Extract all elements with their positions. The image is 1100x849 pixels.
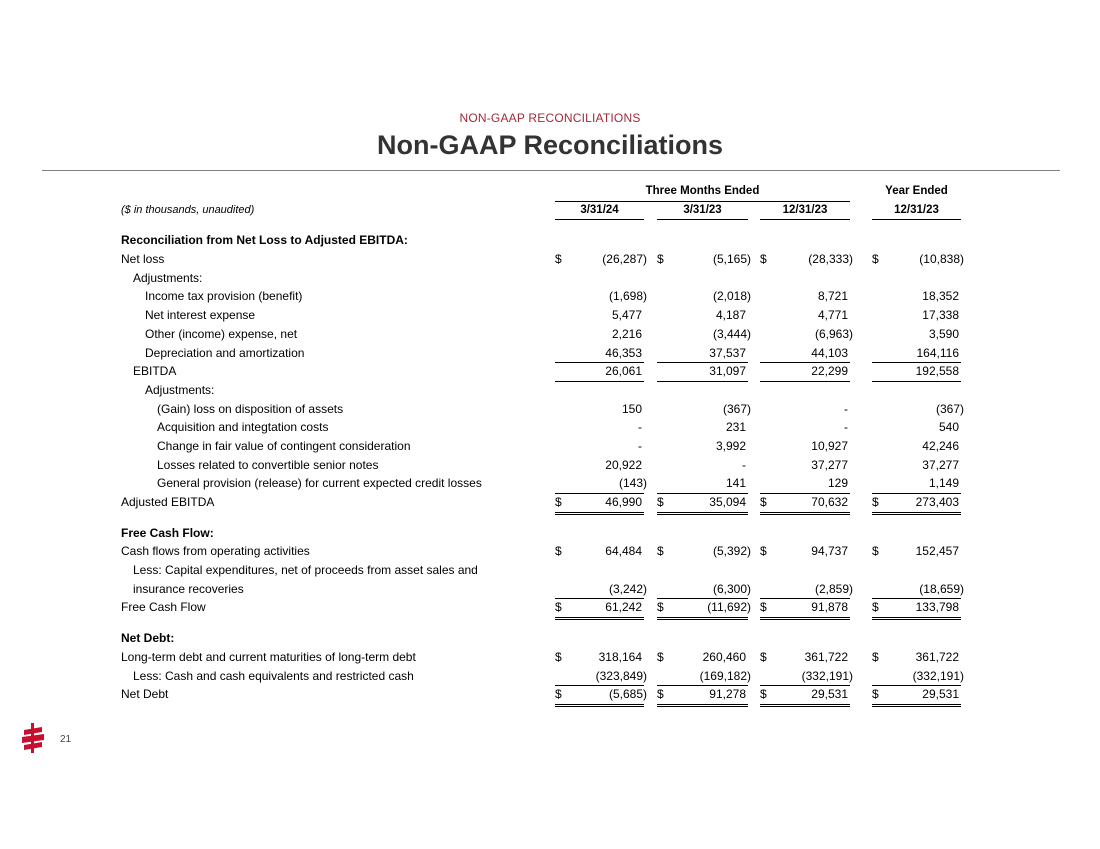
table-row bbox=[121, 561, 961, 580]
value-cell bbox=[872, 667, 964, 687]
table-row bbox=[121, 231, 961, 250]
table-row bbox=[121, 362, 961, 381]
value-number: (3,242) bbox=[608, 581, 647, 596]
value-number: 35,094 bbox=[709, 495, 746, 509]
row-label: EBITDA bbox=[133, 364, 177, 379]
value-number: 231 bbox=[725, 420, 746, 435]
table-row bbox=[121, 685, 961, 704]
value-cell bbox=[555, 362, 644, 382]
table-row bbox=[121, 344, 961, 363]
value-cell bbox=[555, 648, 644, 667]
value-cell bbox=[657, 362, 748, 382]
value-cell bbox=[555, 542, 644, 561]
currency-symbol: $ bbox=[657, 252, 664, 267]
row-label: Adjustments: bbox=[133, 270, 203, 285]
currency-symbol: $ bbox=[760, 600, 767, 615]
value-number: 192,558 bbox=[915, 364, 959, 379]
value-number: (3,444) bbox=[712, 326, 751, 341]
value-cell bbox=[760, 400, 850, 419]
value-cell bbox=[872, 474, 961, 494]
section-spacer bbox=[121, 512, 961, 524]
value-number: (6,300) bbox=[712, 581, 751, 596]
value-cell bbox=[760, 542, 850, 561]
value-number: 361,722 bbox=[915, 649, 959, 664]
value-number: 141 bbox=[725, 476, 746, 491]
value-number: 42,246 bbox=[922, 438, 959, 453]
row-label: Adjusted EBITDA bbox=[121, 495, 215, 509]
page-number: 21 bbox=[60, 734, 72, 745]
value-number: 46,353 bbox=[605, 345, 642, 360]
value-number: (2,859) bbox=[814, 581, 853, 596]
value-number: 4,187 bbox=[715, 308, 746, 323]
value-cell bbox=[872, 362, 961, 382]
value-number: (5,685) bbox=[608, 687, 647, 702]
table-row bbox=[121, 474, 961, 493]
value-number: 540 bbox=[938, 420, 959, 435]
value-cell bbox=[657, 344, 748, 364]
currency-symbol: $ bbox=[760, 544, 767, 559]
value-cell bbox=[872, 685, 961, 707]
table-row bbox=[121, 456, 961, 475]
value-number: (332,191) bbox=[801, 668, 853, 683]
value-cell bbox=[657, 287, 751, 306]
column-group-header-row bbox=[121, 182, 961, 201]
currency-symbol: $ bbox=[872, 252, 879, 267]
row-label: Other (income) expense, net bbox=[145, 326, 298, 341]
value-number: 37,277 bbox=[811, 457, 848, 472]
value-number: 37,277 bbox=[922, 457, 959, 472]
value-number: - bbox=[844, 401, 848, 416]
value-number: 22,299 bbox=[811, 364, 848, 379]
value-cell bbox=[657, 456, 748, 475]
value-cell bbox=[657, 542, 751, 561]
value-cell bbox=[760, 287, 850, 306]
value-cell bbox=[760, 667, 853, 687]
value-number: (332,191) bbox=[912, 668, 964, 683]
value-number: (11,692) bbox=[707, 600, 751, 615]
value-cell bbox=[760, 250, 853, 269]
value-number: 17,338 bbox=[922, 308, 959, 323]
row-label: Free Cash Flow bbox=[121, 600, 206, 615]
value-number: 133,798 bbox=[915, 600, 959, 615]
value-cell bbox=[760, 325, 853, 344]
value-number: 8,721 bbox=[817, 289, 848, 304]
row-label: Net loss bbox=[121, 252, 165, 267]
value-number: 37,537 bbox=[709, 345, 746, 360]
table-row bbox=[121, 287, 961, 306]
row-label: Acquisition and integtation costs bbox=[157, 420, 329, 435]
row-label: General provision (release) for current expected credit losses bbox=[157, 476, 482, 491]
value-number: (323,849) bbox=[595, 668, 647, 683]
value-number: - bbox=[638, 420, 642, 435]
value-number: 29,531 bbox=[811, 687, 848, 702]
value-cell bbox=[555, 456, 644, 475]
currency-symbol: $ bbox=[555, 252, 562, 267]
currency-symbol: $ bbox=[555, 649, 562, 664]
value-number: 20,922 bbox=[605, 457, 642, 472]
table-row bbox=[121, 648, 961, 667]
value-number: 46,990 bbox=[605, 495, 642, 509]
value-cell bbox=[657, 306, 748, 325]
currency-symbol: $ bbox=[872, 544, 879, 559]
column-header-row bbox=[121, 201, 961, 220]
row-label: Net Debt bbox=[121, 687, 169, 702]
value-cell bbox=[555, 418, 644, 437]
table-row bbox=[121, 580, 964, 599]
reconciliation-table bbox=[121, 182, 964, 704]
value-number: 3,992 bbox=[715, 438, 746, 453]
value-cell bbox=[872, 418, 961, 437]
table-row bbox=[121, 667, 964, 686]
value-cell bbox=[760, 685, 850, 707]
value-cell bbox=[657, 474, 748, 494]
table-row bbox=[121, 493, 961, 512]
section-kicker: NON-GAAP RECONCILIATIONS bbox=[459, 111, 641, 125]
value-cell bbox=[555, 580, 647, 600]
value-number: 64,484 bbox=[605, 544, 642, 559]
value-number: (169,182) bbox=[699, 668, 751, 683]
value-number: (10,838) bbox=[919, 252, 964, 267]
value-number: - bbox=[638, 438, 642, 453]
value-cell bbox=[555, 306, 644, 325]
value-cell bbox=[872, 250, 964, 269]
value-number: 152,457 bbox=[915, 544, 959, 559]
value-cell bbox=[872, 437, 961, 456]
value-cell bbox=[555, 250, 647, 269]
title-divider bbox=[42, 170, 1060, 171]
value-number: (26,287) bbox=[602, 252, 647, 267]
col-header-year-12-31-23: 12/31/23 bbox=[872, 201, 961, 221]
col-header-12-31-23: 12/31/23 bbox=[760, 201, 850, 221]
currency-symbol: $ bbox=[657, 600, 664, 615]
value-cell bbox=[555, 474, 647, 494]
table-row bbox=[121, 629, 961, 648]
value-cell bbox=[555, 344, 644, 364]
table-body bbox=[121, 231, 964, 704]
value-cell bbox=[760, 344, 850, 364]
value-number: 18,352 bbox=[922, 289, 959, 304]
value-cell bbox=[657, 437, 748, 456]
year-ended-header: Year Ended bbox=[885, 185, 948, 197]
value-number: (2,018) bbox=[712, 289, 751, 304]
value-cell bbox=[760, 456, 850, 475]
value-number: 5,477 bbox=[611, 308, 642, 323]
value-number: 26,061 bbox=[605, 364, 642, 379]
value-number: 70,632 bbox=[811, 495, 848, 509]
row-label: insurance recoveries bbox=[133, 581, 244, 596]
spacer bbox=[121, 219, 961, 231]
table-row bbox=[121, 437, 961, 456]
table-row bbox=[121, 325, 961, 344]
value-cell bbox=[872, 580, 964, 600]
currency-symbol: $ bbox=[657, 495, 664, 509]
value-number: 4,771 bbox=[817, 308, 848, 323]
value-cell bbox=[657, 580, 751, 600]
row-label: Depreciation and amortization bbox=[145, 345, 305, 360]
row-label: Long-term debt and current maturities of long-term debt bbox=[121, 649, 416, 664]
value-number: 129 bbox=[827, 476, 848, 491]
currency-symbol: $ bbox=[657, 649, 664, 664]
currency-symbol: $ bbox=[760, 495, 767, 509]
value-cell bbox=[555, 685, 647, 707]
company-logo-icon bbox=[18, 722, 48, 754]
value-number: - bbox=[844, 420, 848, 435]
value-number: 29,531 bbox=[922, 687, 959, 702]
table-row bbox=[121, 598, 961, 617]
value-cell bbox=[760, 648, 850, 667]
value-number: 1,149 bbox=[928, 476, 959, 491]
table-row bbox=[121, 250, 964, 269]
currency-symbol: $ bbox=[760, 649, 767, 664]
value-number: 150 bbox=[621, 401, 642, 416]
currency-symbol: $ bbox=[760, 687, 767, 702]
value-cell bbox=[872, 456, 961, 475]
currency-symbol: $ bbox=[760, 252, 767, 267]
value-cell bbox=[555, 667, 647, 687]
value-number: 260,460 bbox=[702, 649, 746, 664]
three-months-ended-header: Three Months Ended bbox=[555, 182, 850, 202]
value-cell bbox=[657, 667, 751, 687]
value-number: 91,878 bbox=[811, 600, 848, 615]
row-label: (Gain) loss on disposition of assets bbox=[157, 401, 344, 416]
currency-symbol: $ bbox=[872, 600, 879, 615]
currency-symbol: $ bbox=[555, 687, 562, 702]
value-number: (5,392) bbox=[712, 544, 751, 559]
currency-symbol: $ bbox=[872, 687, 879, 702]
value-cell bbox=[760, 474, 850, 494]
value-number: 2,216 bbox=[611, 326, 642, 341]
page-title: Non-GAAP Reconciliations bbox=[376, 130, 724, 160]
value-number: (5,165) bbox=[712, 252, 751, 267]
value-cell bbox=[657, 648, 748, 667]
value-cell bbox=[872, 648, 961, 667]
value-number: 91,278 bbox=[709, 687, 746, 702]
value-cell bbox=[872, 344, 961, 364]
table-row bbox=[121, 542, 961, 561]
row-label: Change in fair value of contingent consideration bbox=[157, 438, 411, 453]
value-number: 318,164 bbox=[598, 649, 642, 664]
table-row bbox=[121, 381, 961, 400]
value-number: 273,403 bbox=[915, 495, 959, 509]
value-cell bbox=[872, 542, 961, 561]
currency-symbol: $ bbox=[657, 687, 664, 702]
value-cell bbox=[872, 325, 961, 344]
value-number: - bbox=[742, 457, 746, 472]
value-cell bbox=[555, 325, 644, 344]
row-label: Income tax provision (benefit) bbox=[145, 289, 303, 304]
row-label: Net interest expense bbox=[145, 308, 256, 323]
value-cell bbox=[872, 400, 964, 419]
units-note: ($ in thousands, unaudited) bbox=[121, 203, 255, 216]
table-row bbox=[121, 269, 961, 288]
section-heading: Net Debt: bbox=[121, 631, 175, 646]
value-number: (18,659) bbox=[919, 581, 964, 596]
table-row bbox=[121, 306, 961, 325]
value-number: 361,722 bbox=[804, 649, 848, 664]
value-number: (1,698) bbox=[608, 289, 647, 304]
row-label: Adjustments: bbox=[145, 382, 215, 397]
value-cell bbox=[760, 580, 853, 600]
value-cell bbox=[555, 287, 647, 306]
value-cell bbox=[872, 306, 961, 325]
table-row bbox=[121, 400, 964, 419]
value-number: 31,097 bbox=[709, 364, 746, 379]
value-number: 10,927 bbox=[811, 438, 848, 453]
currency-symbol: $ bbox=[872, 495, 879, 509]
value-number: (28,333) bbox=[808, 252, 853, 267]
table-row bbox=[121, 524, 961, 543]
value-cell bbox=[760, 418, 850, 437]
value-number: 164,116 bbox=[916, 345, 959, 360]
value-cell bbox=[555, 400, 644, 419]
value-number: (367) bbox=[935, 401, 964, 416]
currency-symbol: $ bbox=[872, 649, 879, 664]
currency-symbol: $ bbox=[657, 544, 664, 559]
section-heading: Free Cash Flow: bbox=[121, 525, 214, 540]
value-cell bbox=[760, 437, 850, 456]
table-row bbox=[121, 418, 961, 437]
value-number: 44,103 bbox=[811, 345, 848, 360]
currency-symbol: $ bbox=[555, 544, 562, 559]
value-cell bbox=[657, 418, 748, 437]
row-label: Losses related to convertible senior notes bbox=[157, 457, 379, 472]
row-label: Less: Capital expenditures, net of proceeds from asset sales and bbox=[133, 563, 478, 578]
currency-symbol: $ bbox=[555, 495, 562, 509]
value-number: (6,963) bbox=[814, 326, 853, 341]
value-cell bbox=[760, 362, 850, 382]
value-cell bbox=[657, 250, 751, 269]
col-header-3-31-24: 3/31/24 bbox=[555, 201, 644, 221]
value-cell bbox=[657, 685, 748, 707]
value-number: 3,590 bbox=[928, 326, 959, 341]
section-heading: Reconciliation from Net Loss to Adjusted EBITDA: bbox=[121, 233, 408, 248]
value-cell bbox=[657, 325, 751, 344]
value-cell bbox=[760, 306, 850, 325]
value-cell bbox=[872, 287, 961, 306]
row-label: Cash flows from operating activities bbox=[121, 544, 310, 559]
value-number: (367) bbox=[722, 401, 751, 416]
section-spacer bbox=[121, 617, 961, 629]
currency-symbol: $ bbox=[555, 600, 562, 615]
col-header-3-31-23: 3/31/23 bbox=[657, 201, 748, 221]
value-cell bbox=[555, 437, 644, 456]
row-label: Less: Cash and cash equivalents and restricted cash bbox=[133, 668, 414, 683]
value-number: 94,737 bbox=[811, 544, 848, 559]
value-cell bbox=[657, 400, 751, 419]
value-number: 61,242 bbox=[605, 600, 642, 615]
value-number: (143) bbox=[618, 476, 647, 491]
